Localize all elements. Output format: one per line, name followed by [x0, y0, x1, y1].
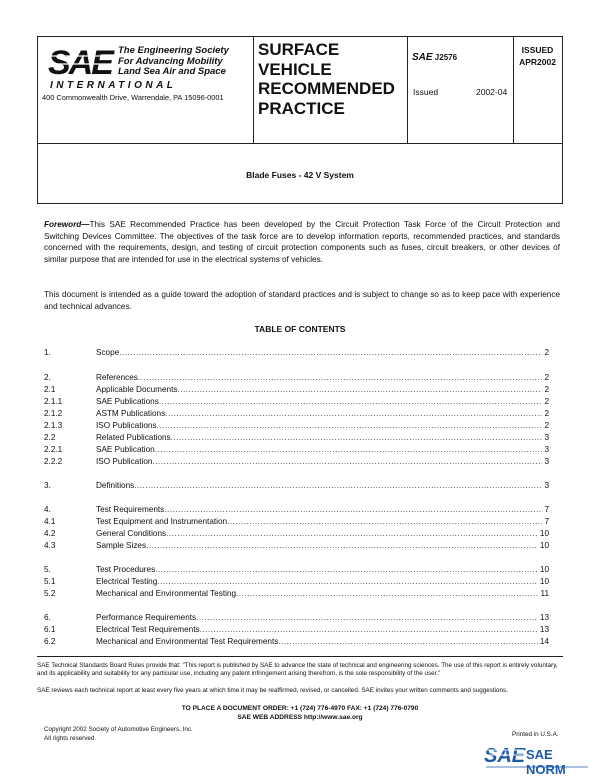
toc-leader-dots [171, 432, 543, 444]
toc-row[interactable] [44, 516, 549, 528]
toc-leader-dots [157, 420, 543, 432]
toc-number: 2.1.3 [44, 421, 63, 430]
toc-row[interactable] [44, 564, 549, 576]
toc-row[interactable] [44, 504, 549, 516]
org-tagline-1: The Engineering Society [118, 45, 229, 56]
toc-label: SAE Publications [96, 397, 159, 406]
toc-number: 2.1 [44, 385, 56, 394]
toc-page-number: 13 [539, 613, 549, 622]
foreword-text: This SAE Recommended Practice has been developed by the Circuit Protection Task Force of the Circuit Protection and Switching Devices Committee. The objectives of the task force are to develop information reports, recommended practices, and standards concerned with the requirements, design, and testing of circuit protection components such as fuses, circuit breakers, or other devices of similar purpose that are intended for use in the electrical systems of vehicles. [44, 220, 560, 264]
org-tagline [118, 46, 229, 78]
doc-type-line-4: PRACTICE [258, 98, 345, 118]
toc-number: 2. [44, 373, 51, 382]
toc-leader-dots [155, 564, 538, 576]
toc-label: Mechanical and Environmental Test Requirements [96, 637, 279, 646]
toc-number: 5.2 [44, 589, 56, 598]
toc-page-number: 2 [544, 373, 549, 382]
toc-number: 4.1 [44, 517, 56, 526]
svg-text:SAE: SAE [48, 44, 112, 80]
issued-box [512, 44, 563, 68]
copyright [44, 726, 193, 743]
toc-row[interactable] [44, 396, 549, 408]
toc-number: 1. [44, 348, 51, 357]
footer-note-2: SAE reviews each technical report at least every five years at which time it may be reaffirmed, revised, or cancelled. SAE invites your written comments and suggestions. [37, 687, 508, 694]
toc-leader-dots [278, 636, 538, 648]
toc-number: 2.2.1 [44, 445, 63, 454]
toc-page-number: 3 [544, 481, 549, 490]
toc-number: 5. [44, 565, 51, 574]
footer-note-1: SAE Technical Standards Board Rules provide that: "This report is published by SAE to advance the state of technical and engineering sciences. The use of this report is entirely voluntary, and its applicability and suitability for any particular use, including any patent infringement arising therefrom, is the sole responsibility of the user." [37, 662, 558, 677]
toc-row[interactable] [44, 588, 549, 600]
toc-label: ISO Publications [96, 421, 157, 430]
toc-page-number: 3 [544, 433, 549, 442]
toc-page-number: 2 [544, 385, 549, 394]
norm-logo-text: SAE NORM [526, 747, 566, 777]
toc-page-number: 10 [539, 529, 549, 538]
toc-label: Definitions [96, 481, 135, 490]
toc-page-number: 2 [544, 421, 549, 430]
toc-number: 4.2 [44, 529, 56, 538]
toc-number: 5.1 [44, 577, 56, 586]
doc-number-text: J2576 [434, 53, 458, 62]
toc-row[interactable] [44, 480, 549, 492]
sae-small-mark: SAE [412, 52, 433, 63]
toc-leader-dots [200, 624, 538, 636]
toc-page-number: 11 [540, 589, 549, 598]
toc-label: ASTM Publications [96, 409, 166, 418]
header-divider-1 [253, 37, 254, 143]
toc-row[interactable] [44, 612, 549, 624]
toc-label: General Conditions [96, 529, 167, 538]
org-tagline-3: Land Sea Air and Space [118, 66, 226, 77]
toc-leader-dots [165, 408, 542, 420]
toc-leader-dots [146, 540, 538, 552]
toc-page-number: 2 [544, 409, 549, 418]
toc-leader-dots [152, 456, 542, 468]
sae-norm-logo [482, 740, 592, 777]
toc-label: Performance Requirements [96, 613, 197, 622]
toc-number: 2.2 [44, 433, 56, 442]
toc-row[interactable] [44, 528, 549, 540]
document-type [258, 40, 408, 118]
toc-label: Scope [96, 348, 120, 357]
toc-leader-dots [177, 384, 542, 396]
toc-label: Test Procedures [96, 565, 156, 574]
document-title: Blade Fuses - 42 V System [246, 170, 354, 180]
toc-page-number: 3 [544, 445, 549, 454]
toc-leader-dots [138, 372, 543, 384]
toc-row[interactable] [44, 384, 549, 396]
issued-code: APR2002 [519, 57, 556, 67]
toc-number: 6.1 [44, 625, 56, 634]
toc-page-number: 7 [544, 505, 549, 514]
toc-label: SAE Publication [96, 445, 155, 454]
toc-leader-dots [159, 396, 543, 408]
toc-row[interactable] [44, 372, 549, 384]
toc-number: 2.1.2 [44, 409, 63, 418]
toc-page-number: 10 [539, 541, 549, 550]
foreword-lead: Foreword— [44, 220, 90, 229]
toc-page-number: 3 [544, 457, 549, 466]
printed-in: Printed in U.S.A. [512, 731, 559, 738]
toc-leader-dots [227, 516, 542, 528]
toc-number: 4. [44, 505, 51, 514]
toc-leader-dots [119, 347, 542, 359]
toc-row[interactable] [44, 432, 549, 444]
toc-number: 6.2 [44, 637, 56, 646]
toc-number: 4.3 [44, 541, 56, 550]
order-line: TO PLACE A DOCUMENT ORDER: +1 (724) 776-4970 FAX: +1 (724) 776-0790 [181, 705, 419, 712]
foreword-paragraph-2: This document is intended as a guide toward the adoption of standard practices and is subject to change so as to keep pace with experience and technical advances. [44, 290, 560, 311]
toc-leader-dots [157, 576, 538, 588]
toc-label: ISO Publication [96, 457, 153, 466]
toc-page-number: 13 [539, 625, 549, 634]
toc-page-number: 2 [544, 397, 549, 406]
doc-type-line-1: SURFACE [258, 40, 340, 59]
doc-type-line-3: RECOMMENDED [258, 79, 395, 98]
footer-rule [37, 656, 563, 657]
issued-label: Issued [413, 87, 439, 97]
org-tagline-2: For Advancing Mobility [118, 55, 223, 67]
toc-number: 6. [44, 613, 51, 622]
toc-title: TABLE OF CONTENTS [254, 324, 346, 334]
toc-label: Electrical Test Requirements [96, 625, 200, 634]
sae-logo [48, 44, 116, 80]
toc-leader-dots [134, 480, 542, 492]
order-info [37, 705, 563, 722]
toc-label: Related Publications [96, 433, 171, 442]
toc-number: 2.2.2 [44, 457, 63, 466]
web-address[interactable]: SAE WEB ADDRESS http://www.sae.org [237, 713, 363, 721]
toc-page-number: 14 [539, 637, 549, 646]
toc-row[interactable] [44, 420, 549, 432]
toc-number: 3. [44, 481, 51, 490]
issued-header: ISSUED [521, 45, 554, 55]
toc-row[interactable] [44, 636, 549, 648]
copyright-line-1: Copyright 2002 Society of Automotive Engineers, Inc. [44, 726, 193, 733]
document-number [412, 52, 457, 63]
toc-row[interactable] [44, 408, 549, 420]
toc-page-number: 10 [539, 577, 549, 586]
copyright-line-2: All rights reserved. [44, 734, 97, 742]
toc-page-number: 7 [544, 517, 549, 526]
toc-row[interactable] [44, 624, 549, 636]
toc-page-number: 10 [539, 565, 549, 574]
org-address: 400 Commonwealth Drive, Warrendale, PA 15096-0001 [42, 93, 224, 102]
toc-leader-dots [166, 528, 538, 540]
toc-leader-dots [155, 444, 543, 456]
toc-row[interactable] [44, 576, 549, 588]
toc-label: Mechanical and Environmental Testing [96, 589, 237, 598]
svg-text:SAE: SAE [484, 745, 526, 767]
toc-leader-dots [236, 588, 538, 600]
toc-leader-dots [164, 504, 542, 516]
toc-number: 2.1.1 [44, 397, 63, 406]
toc-label: Applicable Documents [96, 385, 178, 394]
doc-type-line-2: VEHICLE [258, 59, 332, 79]
toc-label: Test Requirements [96, 505, 165, 514]
toc-row[interactable] [44, 444, 549, 456]
international-label: INTERNATIONAL [50, 80, 177, 91]
toc-leader-dots [196, 612, 538, 624]
toc-label: References [96, 373, 138, 382]
toc-row[interactable] [44, 456, 549, 468]
issued-date: 2002-04 [476, 87, 508, 97]
foreword-paragraph [44, 219, 560, 265]
toc-label: Sample Sizes [96, 541, 147, 550]
toc-row[interactable] [44, 347, 549, 359]
toc-label: Electrical Testing [96, 577, 158, 586]
toc-label: Test Equipment and Instrumentation [96, 517, 228, 526]
toc-page-number: 2 [544, 348, 549, 357]
toc-row[interactable] [44, 540, 549, 552]
